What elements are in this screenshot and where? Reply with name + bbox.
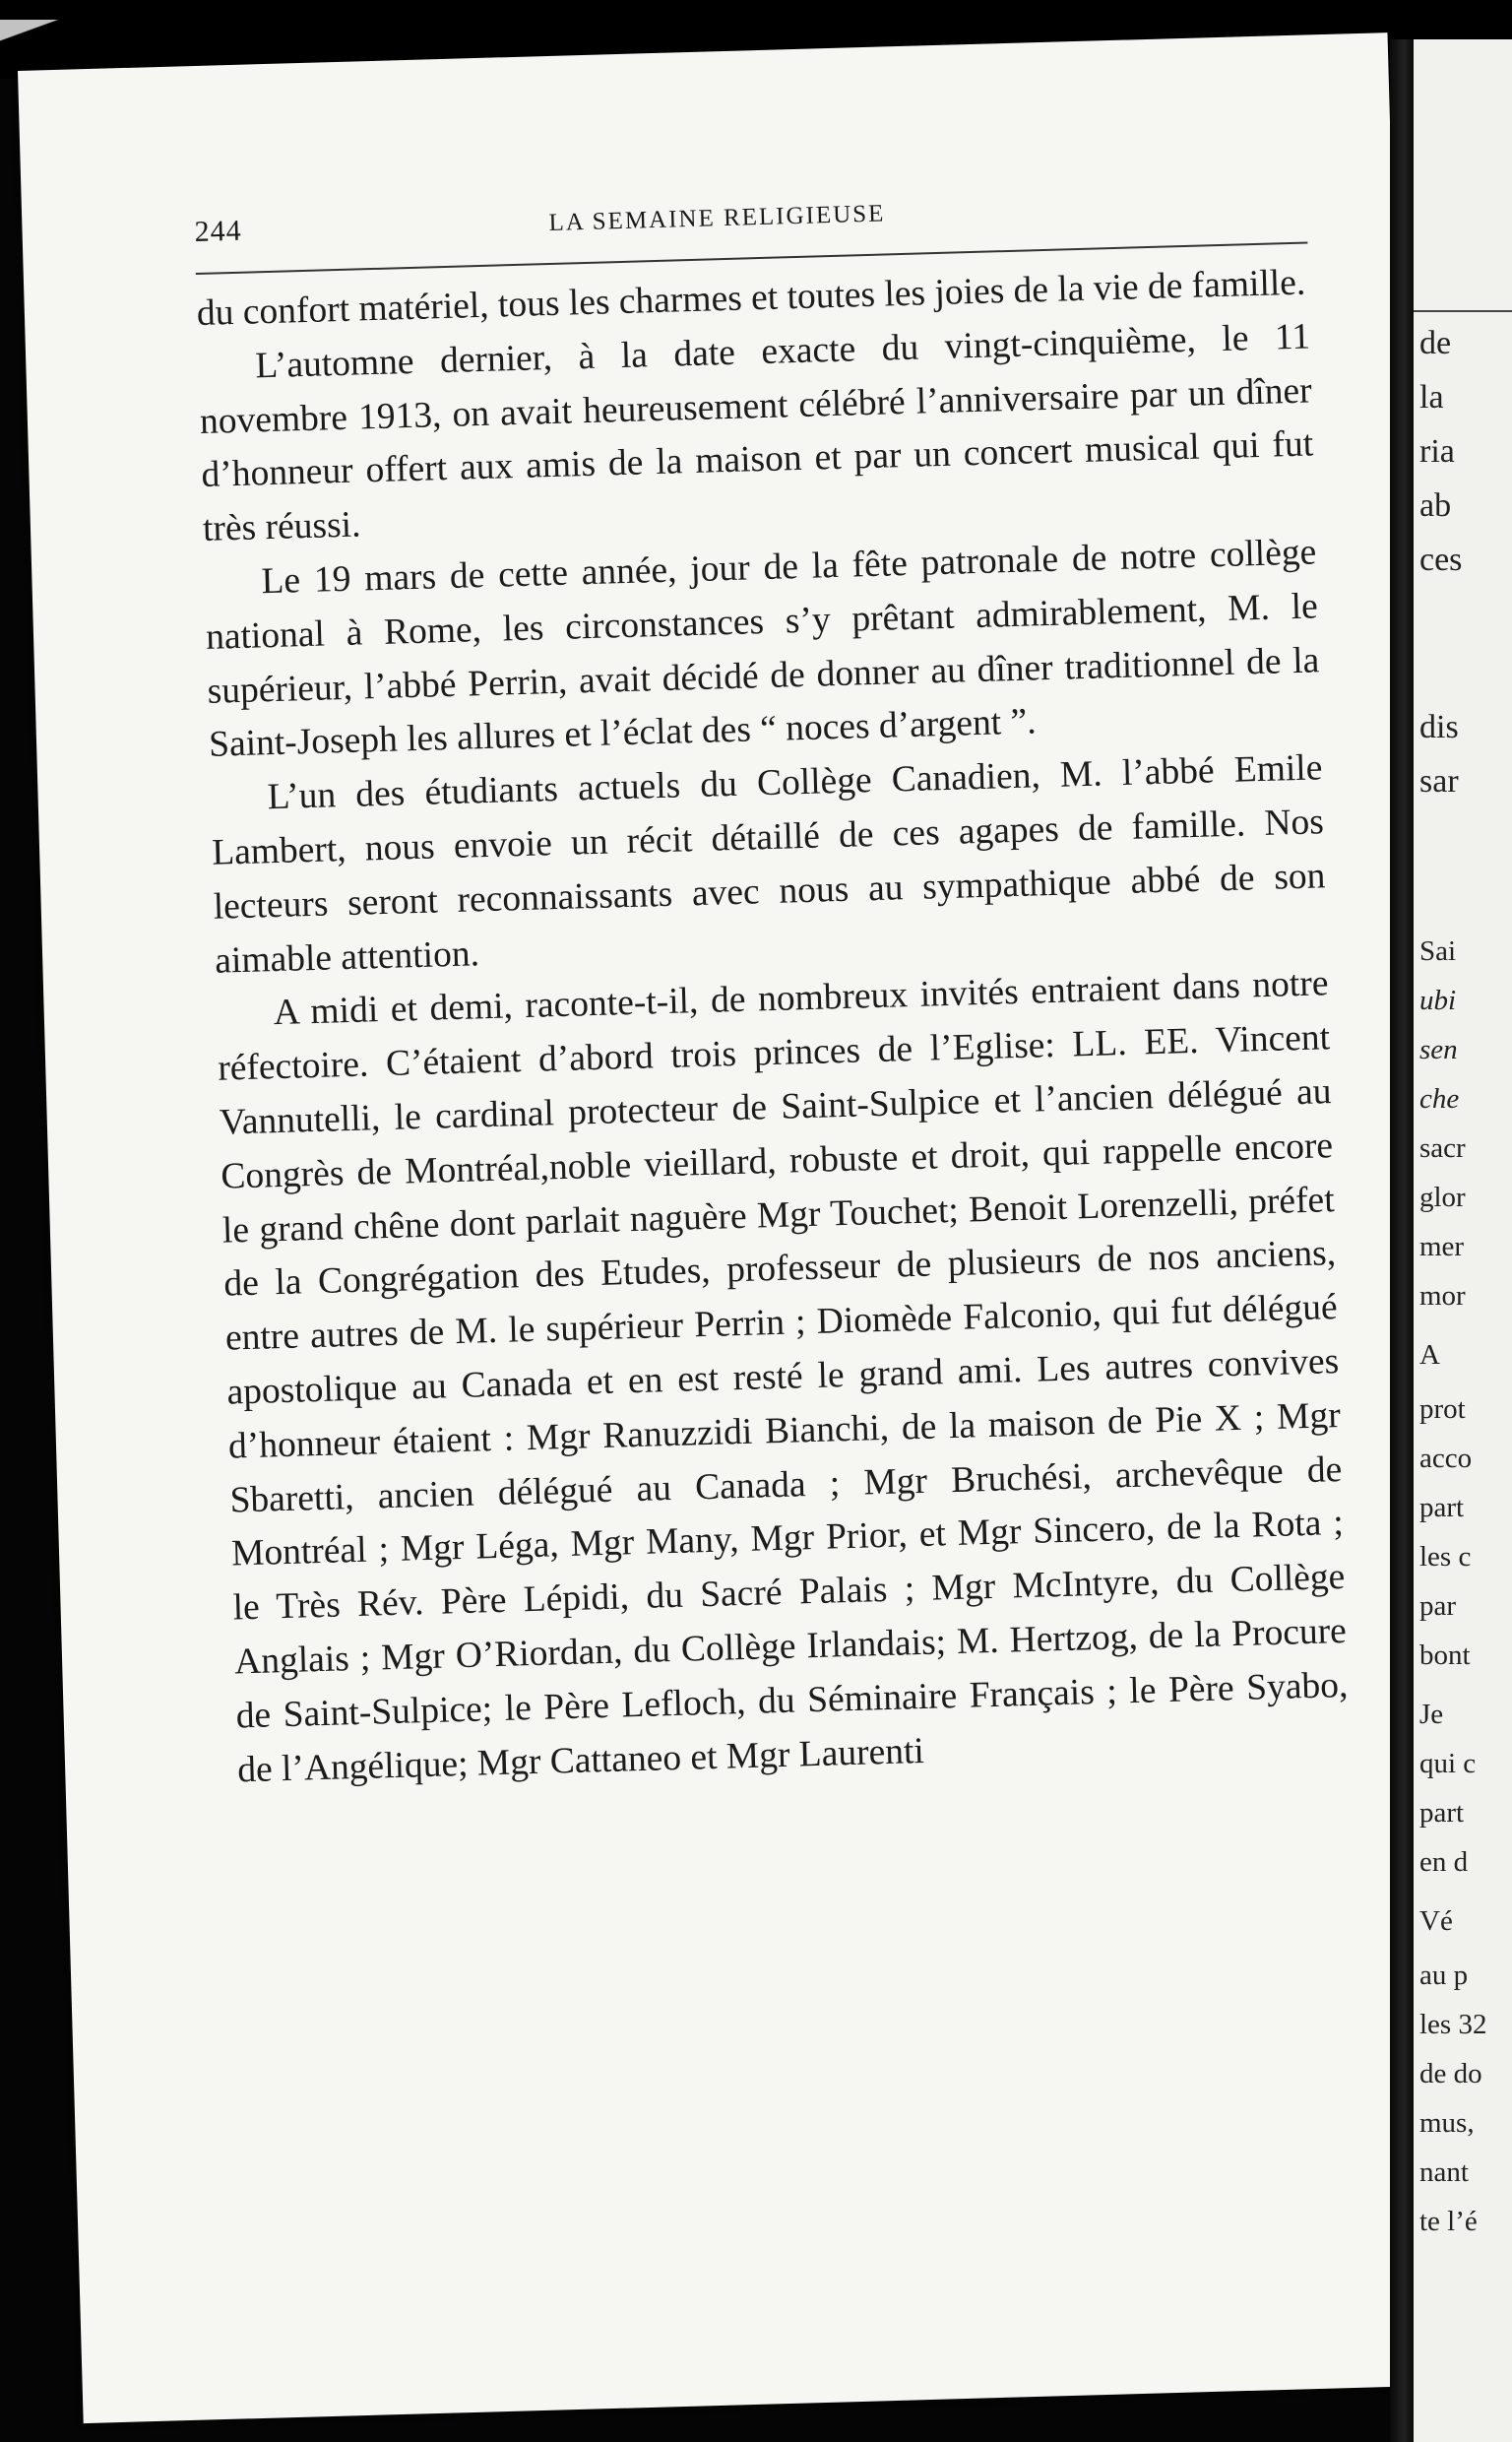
facing-page-fragment: che <box>1419 1083 1460 1115</box>
facing-page-fragment: te l’é <box>1419 2206 1478 2237</box>
facing-page-edge <box>1414 39 1512 2442</box>
facing-page-fragment: mus, <box>1419 2107 1475 2139</box>
facing-page-fragment: mor <box>1419 1280 1466 1312</box>
facing-page-fragment: la <box>1419 379 1444 416</box>
facing-page-fragment: sar <box>1419 763 1459 800</box>
running-head <box>194 183 1307 264</box>
paragraph: du confort matériel, tous les charmes et toutes les joies de la vie de famille. <box>196 262 1306 335</box>
facing-page-fragment: ab <box>1419 487 1452 524</box>
facing-page-fragment: acco <box>1419 1443 1473 1474</box>
book-page <box>18 32 1453 2423</box>
facing-page-fragment: Je <box>1419 1699 1444 1730</box>
facing-page-fragment: glor <box>1419 1182 1466 1213</box>
facing-page-fragment: ubi <box>1419 985 1457 1016</box>
paragraph: Le 19 mars de cette année, jour de la fête patronale de notre collège national à Rome, les circonstances s’y prêtant admirablement, M. le supérieur, l’abbé Perrin, avait décidé de donner au dîner traditionnel de la Saint-Joseph les allures et l’éclat des “ noces d’argent ”. <box>205 532 1320 766</box>
book-gutter <box>1390 39 1414 2442</box>
facing-page-fragment: part <box>1419 1797 1465 1829</box>
scan-corner-mark <box>0 20 148 69</box>
facing-page-fragment: en d <box>1419 1846 1469 1878</box>
facing-page-fragment: mer <box>1419 1231 1465 1262</box>
facing-page-fragment: de do <box>1419 2058 1482 2089</box>
facing-page-fragment: nant <box>1419 2156 1469 2188</box>
journal-title: LA SEMAINE RELIGIEUSE <box>548 200 886 236</box>
facing-page-fragment: au p <box>1419 1960 1469 1991</box>
paragraph: L’automne dernier, à la date exacte du vingt-cinquième, le 11 novembre 1913, on avait heureusement célébré l’anniversaire par un dîner d’honneur offert aux amis de la maison et par un concert musical qui fut très réussi. <box>199 316 1314 550</box>
facing-page-fragment: Vé <box>1419 1905 1453 1937</box>
facing-page-fragment: prot <box>1419 1393 1466 1425</box>
facing-page-fragment: les c <box>1419 1541 1472 1573</box>
facing-page-fragment: qui c <box>1419 1748 1477 1779</box>
paragraph: L’un des étudiants actuels du Collège Canadien, M. l’abbé Emile Lambert, nous envoie un récit détaillé de ces agapes de famille. Nos lecteurs seront reconnaissants avec nous au sympathique abbé de son aimable attention. <box>211 747 1326 982</box>
page-number: 244 <box>194 214 243 249</box>
facing-page-fragment: les 32 <box>1419 2009 1487 2040</box>
facing-page-fragment: sacr <box>1419 1132 1466 1164</box>
facing-page-fragment: dis <box>1419 709 1459 745</box>
facing-page-fragment: par <box>1419 1590 1457 1622</box>
facing-page-fragment: sen <box>1419 1034 1458 1065</box>
facing-page-fragment: A <box>1419 1339 1440 1371</box>
facing-page-fragment: ria <box>1419 433 1455 470</box>
paragraph: A midi et demi, raconte-t-il, de nombreux invités entraient dans notre réfectoire. C’étaient d’abord trois princes de l’Eglise: LL. EE. Vincent Vannutelli, le cardinal protecteur de Saint-Sulpice et l’ancien délégué au Congrès de Montréal,noble vieillard, robuste et droit, qui rappelle encore le grand chêne dont parlait naguère Mgr Touchet; Benoit Lorenzelli, préfet de la Congrégation des Etudes, professeur de plusieurs de nos anciens, entre autres de M. le supérieur Perrin ; Diomède Falconio, qui fut délégué apostolique au Canada et en est resté le grand ami. Les autres convives d’honneur étaient : Mgr Ranuzzidi Bianchi, de la maison de Pie X ; Mgr Sbaretti, ancien délégué au Canada ; Mgr Bruchési, archevêque de Montréal ; Mgr Léga, Mgr Many, Mgr Prior, et Mgr Sincero, de la Rota ; le Très Rév. Père Lépidi, du Sacré Palais ; Mgr McIntyre, du Collège Anglais ; Mgr O’Riordan, du Collège Irlandais; M. Hertzog, de la Procure de Saint-Sulpice; le Père Lefloch, du Séminaire Français ; le Père Syabo, de l’Angélique; Mgr Cattaneo et Mgr Laurenti <box>217 963 1349 1790</box>
article-body <box>196 256 1350 1797</box>
facing-page-fragment: de <box>1419 325 1452 361</box>
facing-page-fragment: ces <box>1419 542 1463 578</box>
facing-page-fragment: part <box>1419 1492 1465 1523</box>
facing-page-fragment: Sai <box>1419 935 1457 967</box>
facing-page-rule <box>1414 310 1512 312</box>
facing-page-fragment: bont <box>1419 1639 1471 1671</box>
